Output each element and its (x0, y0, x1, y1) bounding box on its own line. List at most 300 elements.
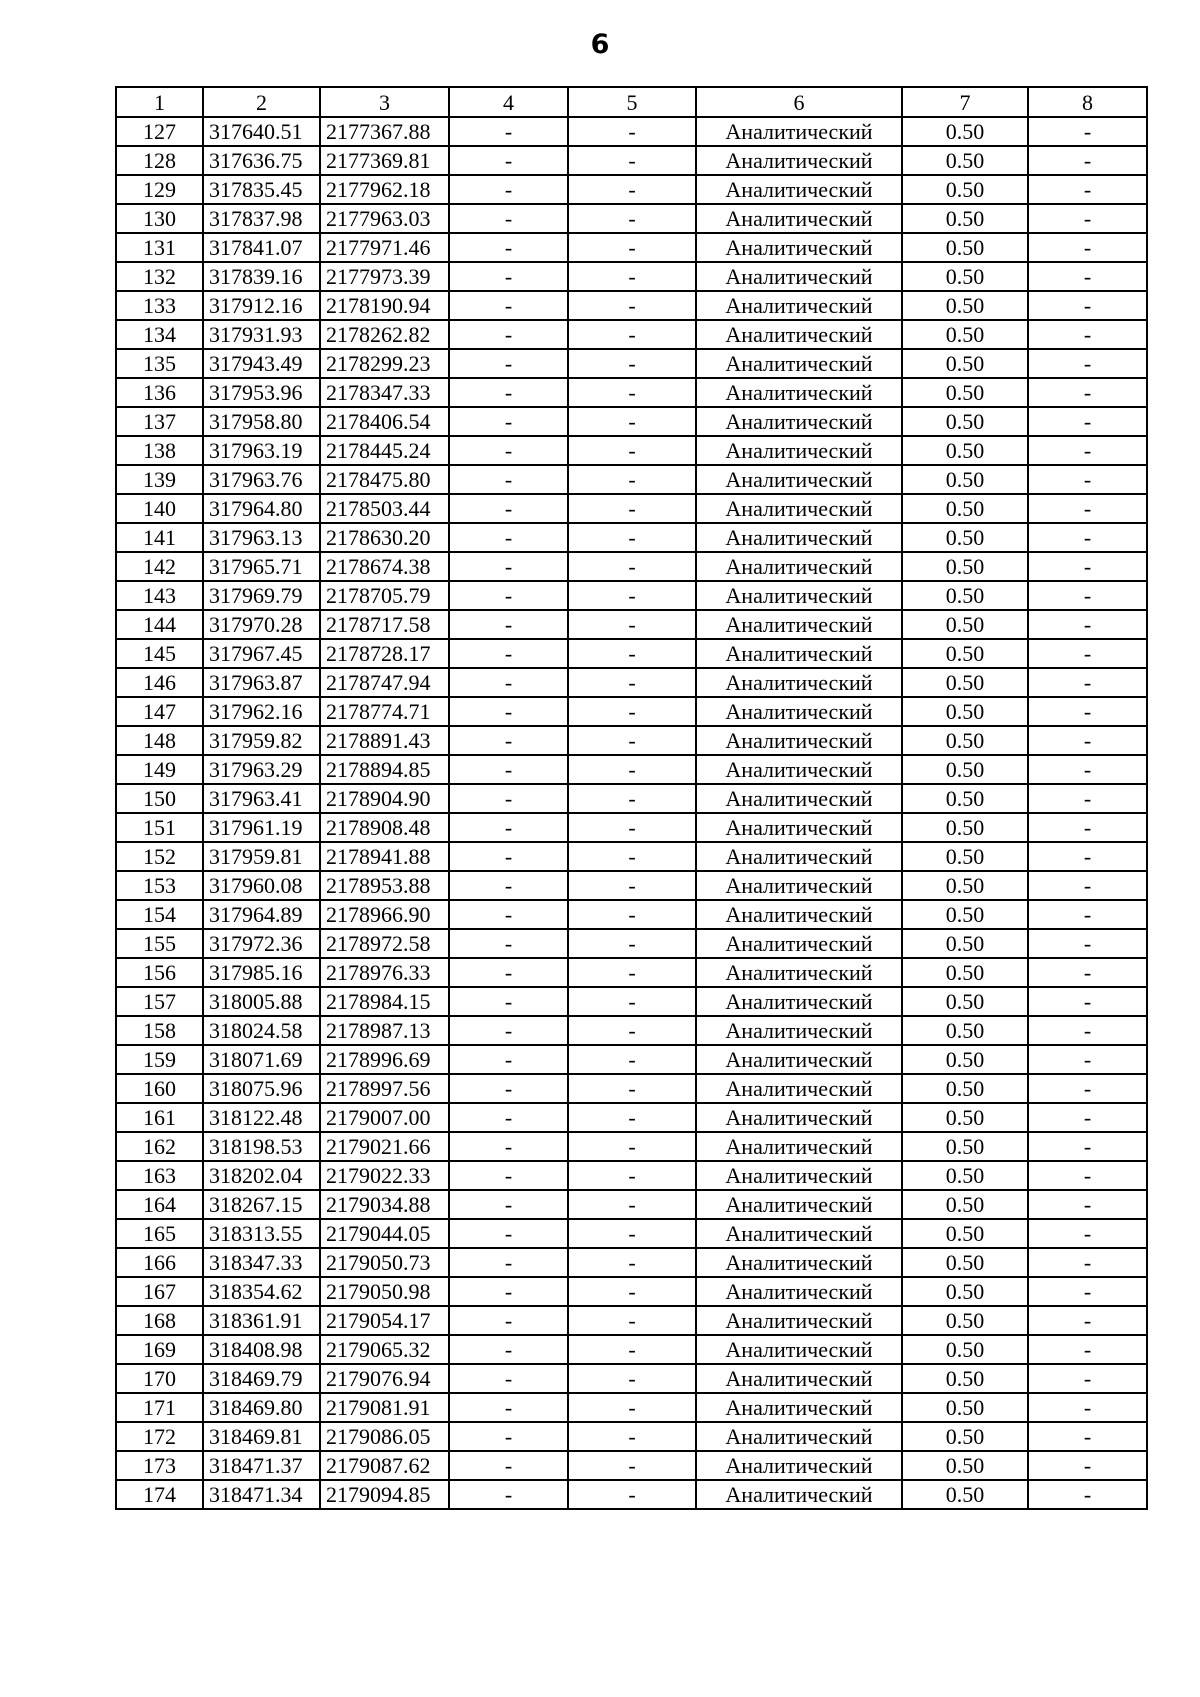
col-8-cell: - (1028, 1219, 1147, 1248)
table-row (116, 465, 1147, 494)
col-4-cell: - (449, 929, 568, 958)
table-row (116, 755, 1147, 784)
col-5-cell: - (568, 1219, 696, 1248)
coordinate-x-cell: 317964.89 (203, 900, 320, 929)
point-number-cell: 135 (116, 349, 203, 378)
method-cell: Аналитический (696, 146, 902, 175)
point-number-cell: 140 (116, 494, 203, 523)
column-header: 1 (116, 87, 203, 117)
coordinate-y-cell: 2179007.00 (320, 1103, 449, 1132)
accuracy-cell: 0.50 (902, 1103, 1028, 1132)
coordinate-x-cell: 318469.79 (203, 1364, 320, 1393)
col-4-cell: - (449, 1277, 568, 1306)
table-row (116, 958, 1147, 987)
col-4-cell: - (449, 117, 568, 146)
point-number-cell: 147 (116, 697, 203, 726)
coordinate-x-cell: 318202.04 (203, 1161, 320, 1190)
col-4-cell: - (449, 1480, 568, 1509)
coordinate-x-cell: 317964.80 (203, 494, 320, 523)
col-5-cell: - (568, 581, 696, 610)
col-4-cell: - (449, 726, 568, 755)
table-row (116, 1364, 1147, 1393)
accuracy-cell: 0.50 (902, 1248, 1028, 1277)
method-cell: Аналитический (696, 523, 902, 552)
method-cell: Аналитический (696, 407, 902, 436)
accuracy-cell: 0.50 (902, 1422, 1028, 1451)
coordinate-y-cell: 2178953.88 (320, 871, 449, 900)
col-5-cell: - (568, 523, 696, 552)
coordinate-y-cell: 2178475.80 (320, 465, 449, 494)
table-row (116, 1306, 1147, 1335)
col-5-cell: - (568, 320, 696, 349)
col-4-cell: - (449, 1190, 568, 1219)
col-5-cell: - (568, 552, 696, 581)
method-cell: Аналитический (696, 1335, 902, 1364)
point-number-cell: 134 (116, 320, 203, 349)
table-row (116, 639, 1147, 668)
coordinate-y-cell: 2179065.32 (320, 1335, 449, 1364)
col-5-cell: - (568, 1422, 696, 1451)
col-8-cell: - (1028, 291, 1147, 320)
accuracy-cell: 0.50 (902, 610, 1028, 639)
col-8-cell: - (1028, 755, 1147, 784)
col-8-cell: - (1028, 1016, 1147, 1045)
coordinate-x-cell: 318361.91 (203, 1306, 320, 1335)
point-number-cell: 152 (116, 842, 203, 871)
accuracy-cell: 0.50 (902, 987, 1028, 1016)
coordinate-y-cell: 2178976.33 (320, 958, 449, 987)
accuracy-cell: 0.50 (902, 204, 1028, 233)
method-cell: Аналитический (696, 1161, 902, 1190)
coordinate-y-cell: 2178996.69 (320, 1045, 449, 1074)
coordinate-y-cell: 2177973.39 (320, 262, 449, 291)
coordinate-y-cell: 2178908.48 (320, 813, 449, 842)
accuracy-cell: 0.50 (902, 697, 1028, 726)
accuracy-cell: 0.50 (902, 668, 1028, 697)
col-4-cell: - (449, 1422, 568, 1451)
accuracy-cell: 0.50 (902, 1277, 1028, 1306)
col-5-cell: - (568, 407, 696, 436)
table-row (116, 1103, 1147, 1132)
coordinates-table (115, 86, 1148, 1510)
col-8-cell: - (1028, 726, 1147, 755)
method-cell: Аналитический (696, 378, 902, 407)
method-cell: Аналитический (696, 1480, 902, 1509)
coordinate-y-cell: 2178406.54 (320, 407, 449, 436)
col-4-cell: - (449, 378, 568, 407)
col-8-cell: - (1028, 987, 1147, 1016)
coordinate-x-cell: 318469.81 (203, 1422, 320, 1451)
col-4-cell: - (449, 349, 568, 378)
table-row (116, 581, 1147, 610)
table-row (116, 1190, 1147, 1219)
accuracy-cell: 0.50 (902, 407, 1028, 436)
column-header: 6 (696, 87, 902, 117)
coordinate-y-cell: 2179021.66 (320, 1132, 449, 1161)
accuracy-cell: 0.50 (902, 1074, 1028, 1103)
point-number-cell: 153 (116, 871, 203, 900)
table-row (116, 175, 1147, 204)
point-number-cell: 156 (116, 958, 203, 987)
coordinate-x-cell: 318471.37 (203, 1451, 320, 1480)
col-8-cell: - (1028, 349, 1147, 378)
accuracy-cell: 0.50 (902, 552, 1028, 581)
col-8-cell: - (1028, 1045, 1147, 1074)
col-4-cell: - (449, 842, 568, 871)
point-number-cell: 168 (116, 1306, 203, 1335)
point-number-cell: 174 (116, 1480, 203, 1509)
col-8-cell: - (1028, 1335, 1147, 1364)
col-5-cell: - (568, 494, 696, 523)
col-5-cell: - (568, 262, 696, 291)
table-row (116, 784, 1147, 813)
table-row (116, 1451, 1147, 1480)
col-5-cell: - (568, 117, 696, 146)
col-4-cell: - (449, 436, 568, 465)
method-cell: Аналитический (696, 1074, 902, 1103)
accuracy-cell: 0.50 (902, 1364, 1028, 1393)
col-5-cell: - (568, 842, 696, 871)
table-row (116, 1074, 1147, 1103)
coordinate-y-cell: 2178445.24 (320, 436, 449, 465)
coordinate-y-cell: 2177971.46 (320, 233, 449, 262)
col-4-cell: - (449, 523, 568, 552)
col-8-cell: - (1028, 378, 1147, 407)
table-row (116, 1045, 1147, 1074)
accuracy-cell: 0.50 (902, 726, 1028, 755)
col-4-cell: - (449, 755, 568, 784)
accuracy-cell: 0.50 (902, 784, 1028, 813)
coordinate-x-cell: 318408.98 (203, 1335, 320, 1364)
method-cell: Аналитический (696, 639, 902, 668)
col-4-cell: - (449, 552, 568, 581)
accuracy-cell: 0.50 (902, 523, 1028, 552)
coordinate-y-cell: 2177369.81 (320, 146, 449, 175)
accuracy-cell: 0.50 (902, 378, 1028, 407)
table-row (116, 1016, 1147, 1045)
method-cell: Аналитический (696, 900, 902, 929)
col-4-cell: - (449, 233, 568, 262)
method-cell: Аналитический (696, 1248, 902, 1277)
accuracy-cell: 0.50 (902, 1451, 1028, 1480)
table-row (116, 117, 1147, 146)
method-cell: Аналитический (696, 1190, 902, 1219)
accuracy-cell: 0.50 (902, 233, 1028, 262)
accuracy-cell: 0.50 (902, 958, 1028, 987)
accuracy-cell: 0.50 (902, 1016, 1028, 1045)
table-row (116, 349, 1147, 378)
col-5-cell: - (568, 813, 696, 842)
accuracy-cell: 0.50 (902, 929, 1028, 958)
coordinate-x-cell: 318313.55 (203, 1219, 320, 1248)
col-5-cell: - (568, 1248, 696, 1277)
coordinate-x-cell: 317640.51 (203, 117, 320, 146)
col-5-cell: - (568, 1277, 696, 1306)
col-8-cell: - (1028, 1074, 1147, 1103)
col-4-cell: - (449, 1306, 568, 1335)
coordinate-x-cell: 317965.71 (203, 552, 320, 581)
col-8-cell: - (1028, 233, 1147, 262)
table-row (116, 523, 1147, 552)
method-cell: Аналитический (696, 320, 902, 349)
col-8-cell: - (1028, 929, 1147, 958)
col-5-cell: - (568, 929, 696, 958)
coordinate-y-cell: 2179081.91 (320, 1393, 449, 1422)
col-5-cell: - (568, 1161, 696, 1190)
col-8-cell: - (1028, 465, 1147, 494)
col-5-cell: - (568, 726, 696, 755)
col-5-cell: - (568, 1103, 696, 1132)
coordinate-y-cell: 2178891.43 (320, 726, 449, 755)
method-cell: Аналитический (696, 581, 902, 610)
coordinate-y-cell: 2177962.18 (320, 175, 449, 204)
col-4-cell: - (449, 987, 568, 1016)
method-cell: Аналитический (696, 1364, 902, 1393)
col-5-cell: - (568, 668, 696, 697)
page-number: 6 (590, 29, 610, 60)
table-row (116, 813, 1147, 842)
coordinate-y-cell: 2178299.23 (320, 349, 449, 378)
point-number-cell: 141 (116, 523, 203, 552)
col-4-cell: - (449, 610, 568, 639)
table-row (116, 146, 1147, 175)
col-8-cell: - (1028, 900, 1147, 929)
col-5-cell: - (568, 1074, 696, 1103)
table-row (116, 871, 1147, 900)
point-number-cell: 127 (116, 117, 203, 146)
col-4-cell: - (449, 175, 568, 204)
point-number-cell: 171 (116, 1393, 203, 1422)
coordinate-y-cell: 2179086.05 (320, 1422, 449, 1451)
table-row (116, 1277, 1147, 1306)
col-5-cell: - (568, 1306, 696, 1335)
accuracy-cell: 0.50 (902, 1393, 1028, 1422)
point-number-cell: 163 (116, 1161, 203, 1190)
coordinate-x-cell: 317958.80 (203, 407, 320, 436)
coordinate-y-cell: 2178972.58 (320, 929, 449, 958)
coordinate-y-cell: 2178997.56 (320, 1074, 449, 1103)
point-number-cell: 162 (116, 1132, 203, 1161)
col-5-cell: - (568, 1045, 696, 1074)
col-8-cell: - (1028, 842, 1147, 871)
method-cell: Аналитический (696, 842, 902, 871)
col-4-cell: - (449, 204, 568, 233)
method-cell: Аналитический (696, 871, 902, 900)
coordinate-x-cell: 317837.98 (203, 204, 320, 233)
coordinate-y-cell: 2178674.38 (320, 552, 449, 581)
col-5-cell: - (568, 987, 696, 1016)
col-4-cell: - (449, 958, 568, 987)
coordinate-x-cell: 317835.45 (203, 175, 320, 204)
column-header: 7 (902, 87, 1028, 117)
table-row (116, 842, 1147, 871)
table-row (116, 1219, 1147, 1248)
coordinate-x-cell: 317959.81 (203, 842, 320, 871)
col-4-cell: - (449, 1451, 568, 1480)
point-number-cell: 142 (116, 552, 203, 581)
method-cell: Аналитический (696, 813, 902, 842)
coordinate-x-cell: 317963.13 (203, 523, 320, 552)
column-header: 5 (568, 87, 696, 117)
col-4-cell: - (449, 871, 568, 900)
coordinate-y-cell: 2179050.98 (320, 1277, 449, 1306)
col-5-cell: - (568, 610, 696, 639)
point-number-cell: 143 (116, 581, 203, 610)
col-5-cell: - (568, 175, 696, 204)
point-number-cell: 148 (116, 726, 203, 755)
coordinate-y-cell: 2178984.15 (320, 987, 449, 1016)
coordinate-x-cell: 317963.76 (203, 465, 320, 494)
col-5-cell: - (568, 436, 696, 465)
col-5-cell: - (568, 146, 696, 175)
coordinate-y-cell: 2178941.88 (320, 842, 449, 871)
coordinate-x-cell: 317959.82 (203, 726, 320, 755)
coordinate-x-cell: 317943.49 (203, 349, 320, 378)
col-8-cell: - (1028, 204, 1147, 233)
accuracy-cell: 0.50 (902, 813, 1028, 842)
method-cell: Аналитический (696, 436, 902, 465)
accuracy-cell: 0.50 (902, 465, 1028, 494)
coordinate-x-cell: 317961.19 (203, 813, 320, 842)
coordinate-x-cell: 317985.16 (203, 958, 320, 987)
coordinate-x-cell: 317970.28 (203, 610, 320, 639)
coordinate-x-cell: 317963.29 (203, 755, 320, 784)
method-cell: Аналитический (696, 349, 902, 378)
accuracy-cell: 0.50 (902, 1335, 1028, 1364)
col-4-cell: - (449, 320, 568, 349)
accuracy-cell: 0.50 (902, 581, 1028, 610)
point-number-cell: 132 (116, 262, 203, 291)
col-4-cell: - (449, 1161, 568, 1190)
accuracy-cell: 0.50 (902, 1219, 1028, 1248)
col-8-cell: - (1028, 1422, 1147, 1451)
method-cell: Аналитический (696, 1045, 902, 1074)
point-number-cell: 137 (116, 407, 203, 436)
col-8-cell: - (1028, 1161, 1147, 1190)
coordinate-y-cell: 2179087.62 (320, 1451, 449, 1480)
coordinate-x-cell: 317963.19 (203, 436, 320, 465)
accuracy-cell: 0.50 (902, 436, 1028, 465)
coordinate-y-cell: 2178728.17 (320, 639, 449, 668)
coordinate-y-cell: 2178774.71 (320, 697, 449, 726)
col-8-cell: - (1028, 1364, 1147, 1393)
coordinate-y-cell: 2178894.85 (320, 755, 449, 784)
coordinate-x-cell: 317963.87 (203, 668, 320, 697)
header-row (116, 87, 1147, 117)
table-row (116, 552, 1147, 581)
point-number-cell: 144 (116, 610, 203, 639)
accuracy-cell: 0.50 (902, 1132, 1028, 1161)
point-number-cell: 150 (116, 784, 203, 813)
method-cell: Аналитический (696, 987, 902, 1016)
accuracy-cell: 0.50 (902, 900, 1028, 929)
col-8-cell: - (1028, 175, 1147, 204)
table-row (116, 320, 1147, 349)
point-number-cell: 159 (116, 1045, 203, 1074)
coordinate-y-cell: 2179044.05 (320, 1219, 449, 1248)
point-number-cell: 173 (116, 1451, 203, 1480)
col-5-cell: - (568, 697, 696, 726)
point-number-cell: 145 (116, 639, 203, 668)
coordinate-x-cell: 318198.53 (203, 1132, 320, 1161)
method-cell: Аналитический (696, 929, 902, 958)
column-header: 3 (320, 87, 449, 117)
col-8-cell: - (1028, 552, 1147, 581)
method-cell: Аналитический (696, 755, 902, 784)
point-number-cell: 139 (116, 465, 203, 494)
point-number-cell: 130 (116, 204, 203, 233)
method-cell: Аналитический (696, 784, 902, 813)
col-8-cell: - (1028, 958, 1147, 987)
method-cell: Аналитический (696, 1393, 902, 1422)
col-5-cell: - (568, 871, 696, 900)
point-number-cell: 136 (116, 378, 203, 407)
column-header: 8 (1028, 87, 1147, 117)
col-8-cell: - (1028, 668, 1147, 697)
col-5-cell: - (568, 291, 696, 320)
coordinate-x-cell: 317839.16 (203, 262, 320, 291)
accuracy-cell: 0.50 (902, 1306, 1028, 1335)
coordinate-y-cell: 2178630.20 (320, 523, 449, 552)
table-body (116, 87, 1147, 1509)
col-4-cell: - (449, 465, 568, 494)
method-cell: Аналитический (696, 610, 902, 639)
col-8-cell: - (1028, 1480, 1147, 1509)
coordinate-y-cell: 2179022.33 (320, 1161, 449, 1190)
col-8-cell: - (1028, 1277, 1147, 1306)
col-4-cell: - (449, 1103, 568, 1132)
method-cell: Аналитический (696, 1277, 902, 1306)
col-4-cell: - (449, 784, 568, 813)
accuracy-cell: 0.50 (902, 117, 1028, 146)
point-number-cell: 149 (116, 755, 203, 784)
coordinate-x-cell: 318071.69 (203, 1045, 320, 1074)
col-4-cell: - (449, 639, 568, 668)
col-8-cell: - (1028, 784, 1147, 813)
point-number-cell: 167 (116, 1277, 203, 1306)
accuracy-cell: 0.50 (902, 1161, 1028, 1190)
coordinate-x-cell: 317969.79 (203, 581, 320, 610)
col-4-cell: - (449, 1248, 568, 1277)
col-8-cell: - (1028, 494, 1147, 523)
point-number-cell: 133 (116, 291, 203, 320)
point-number-cell: 170 (116, 1364, 203, 1393)
coordinate-x-cell: 318469.80 (203, 1393, 320, 1422)
point-number-cell: 146 (116, 668, 203, 697)
table-row (116, 697, 1147, 726)
coordinate-y-cell: 2178966.90 (320, 900, 449, 929)
method-cell: Аналитический (696, 668, 902, 697)
coordinate-x-cell: 318471.34 (203, 1480, 320, 1509)
col-4-cell: - (449, 900, 568, 929)
point-number-cell: 155 (116, 929, 203, 958)
coordinate-y-cell: 2178503.44 (320, 494, 449, 523)
col-5-cell: - (568, 204, 696, 233)
coordinate-x-cell: 318267.15 (203, 1190, 320, 1219)
table-row (116, 726, 1147, 755)
col-4-cell: - (449, 697, 568, 726)
table-row (116, 1393, 1147, 1422)
method-cell: Аналитический (696, 1016, 902, 1045)
table-row (116, 407, 1147, 436)
method-cell: Аналитический (696, 1219, 902, 1248)
table-row (116, 291, 1147, 320)
col-5-cell: - (568, 1480, 696, 1509)
point-number-cell: 154 (116, 900, 203, 929)
coordinate-y-cell: 2179050.73 (320, 1248, 449, 1277)
coordinate-y-cell: 2178717.58 (320, 610, 449, 639)
col-8-cell: - (1028, 581, 1147, 610)
